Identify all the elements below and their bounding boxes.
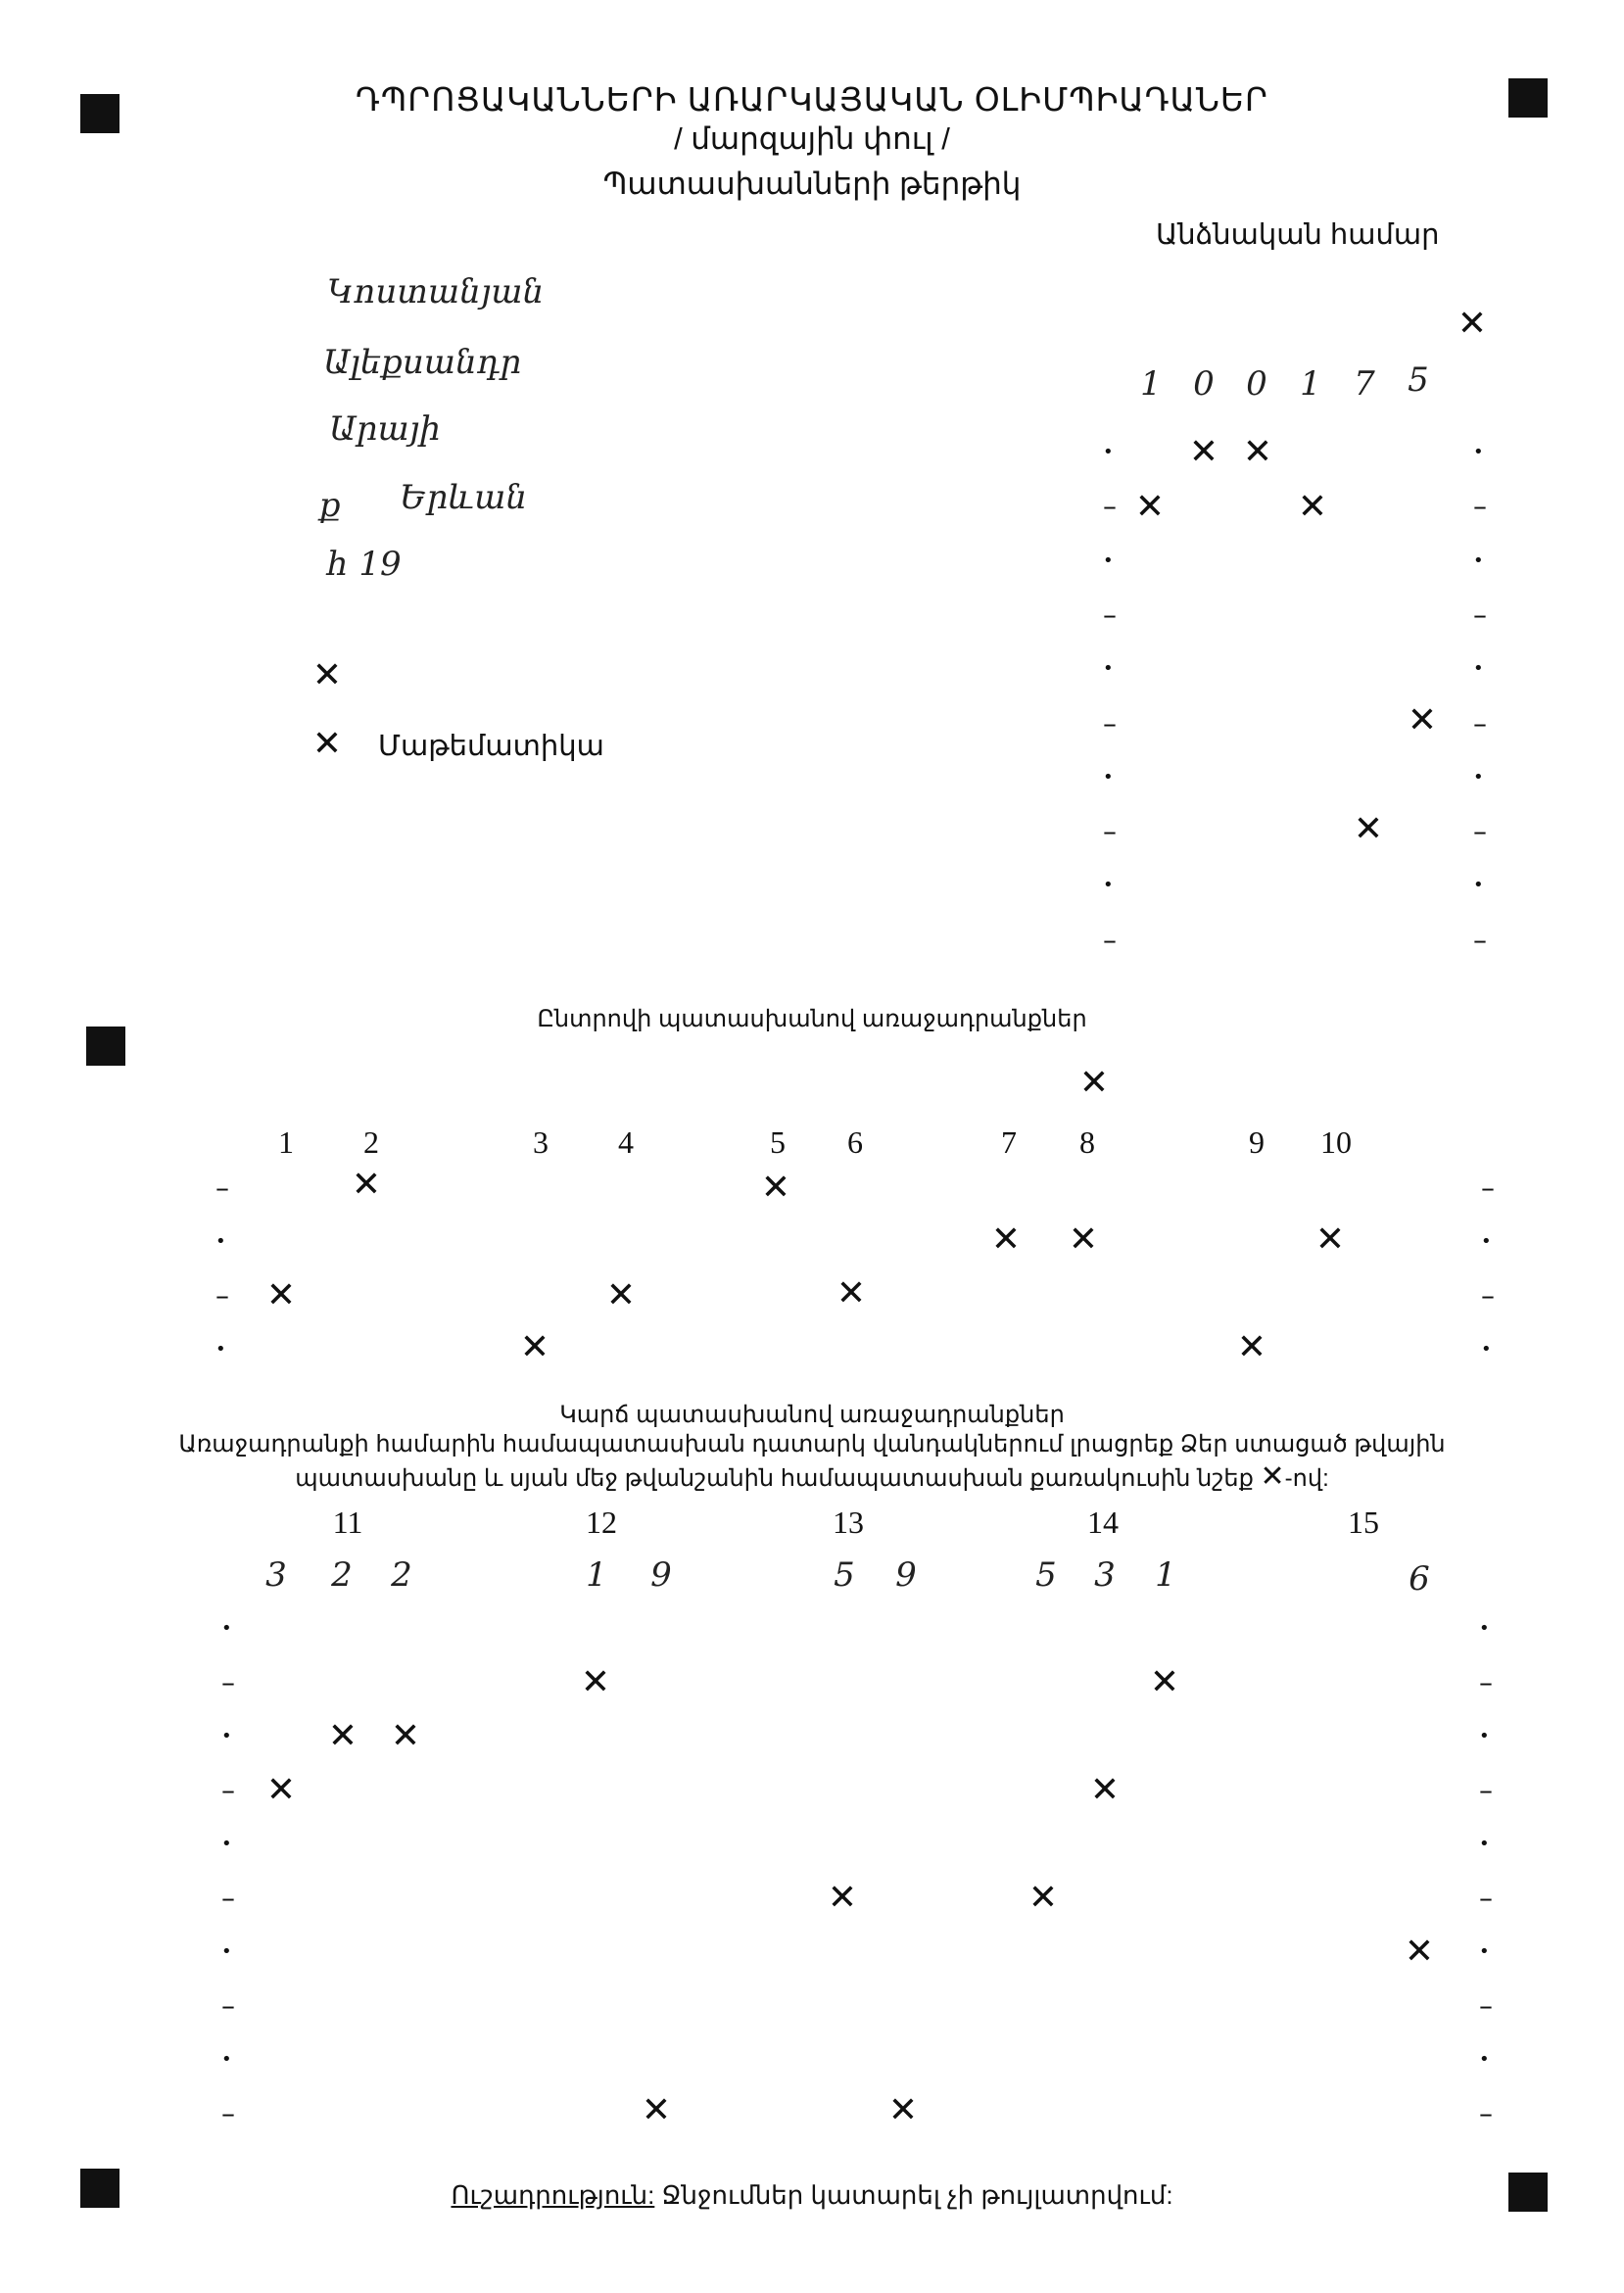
grid-dash-tick: –	[1479, 1989, 1493, 2022]
grid-dot-tick: •	[215, 1231, 226, 1252]
sa-answer-mark: ✕	[641, 2090, 672, 2130]
sa-answer-digit: 2	[391, 1555, 412, 1595]
mc-number: 6	[847, 1124, 863, 1160]
id-digit-4: 1	[1300, 364, 1321, 404]
id-mark: ✕	[1242, 432, 1273, 472]
id-mark: ✕	[1407, 700, 1438, 740]
grid-dot-tick: •	[1481, 1339, 1492, 1360]
sa-answer-digit: 1	[1155, 1555, 1176, 1595]
grid-dash-tick: –	[1479, 1882, 1493, 1914]
sa-answer-mark: ✕	[580, 1662, 611, 1702]
mc-extra-mark: ✕	[1078, 1063, 1110, 1103]
checkbox-mark-blank: ✕	[311, 655, 343, 695]
sa-answer-mark: ✕	[1404, 1932, 1435, 1972]
grid-dash-tick: –	[221, 1989, 235, 2022]
grid-dot-tick: •	[221, 1726, 232, 1746]
page-subtitle: / մարզային փուլ /	[674, 121, 950, 156]
grid-dot-tick: •	[1103, 875, 1114, 896]
mc-number: 9	[1249, 1124, 1265, 1160]
grid-dot-tick: •	[1473, 766, 1484, 788]
sa-answer-mark: ✕	[1027, 1878, 1059, 1918]
id-mark: ✕	[1353, 809, 1384, 849]
sa-answer-digit: 2	[331, 1555, 353, 1595]
grid-dot-tick: •	[221, 2049, 232, 2070]
mc-number: 4	[618, 1124, 634, 1160]
sa-instruction-line2	[0, 1459, 1624, 1494]
grid-dash-tick: –	[221, 1882, 235, 1914]
patronymic-handwritten: Արայի	[329, 409, 441, 449]
sa-number: 14	[1087, 1505, 1119, 1540]
grid-dot-tick: •	[1481, 1231, 1492, 1252]
sa-answer-mark: ✕	[327, 1716, 358, 1756]
mc-number: 10	[1320, 1124, 1352, 1160]
grid-dot-tick: •	[1473, 658, 1484, 680]
grid-dot-tick: •	[1103, 658, 1114, 680]
id-digit-6: 5	[1408, 360, 1429, 400]
personal-id-label: Անձնական համար	[1156, 219, 1440, 251]
sa-answer-digit: 3	[1094, 1555, 1116, 1595]
footer-note-label: Ուշադրություն:	[451, 2180, 655, 2210]
sa-number: 15	[1348, 1505, 1379, 1540]
grid-dash-tick: –	[1481, 1171, 1495, 1204]
mc-answer-mark: ✕	[1236, 1327, 1267, 1367]
mc-answer-mark: ✕	[1068, 1219, 1099, 1260]
grid-dash-tick: –	[1473, 490, 1487, 523]
grid-dash-tick: –	[1479, 1666, 1493, 1698]
grid-dash-tick: –	[1473, 597, 1487, 631]
grid-dot-tick: •	[1473, 442, 1484, 462]
grid-dot-tick: •	[1103, 549, 1114, 571]
mc-answer-mark: ✕	[990, 1219, 1022, 1260]
id-mark: ✕	[1188, 432, 1219, 472]
id-corner-mark: ✕	[1457, 304, 1488, 344]
grid-dash-tick: –	[1473, 815, 1487, 848]
id-mark: ✕	[1134, 487, 1166, 527]
grid-dot-tick: •	[1103, 442, 1114, 462]
sa-number: 11	[332, 1505, 363, 1540]
sa-answer-digit: 1	[586, 1555, 607, 1595]
grid-dash-tick: –	[1103, 490, 1117, 523]
sa-section-title: Կարճ պատասխանով առաջադրանքներ	[559, 1402, 1065, 1428]
sa-answer-mark: ✕	[1089, 1770, 1121, 1810]
id-mark: ✕	[1297, 487, 1328, 527]
city-handwritten: Երևան	[400, 478, 527, 517]
sa-instruction-suffix: -ով:	[1284, 1465, 1329, 1492]
grid-dot-tick: •	[1479, 1834, 1490, 1854]
grid-dash-tick: –	[215, 1279, 229, 1312]
sa-answer-digit: 3	[265, 1555, 287, 1595]
sa-instruction-text: պատասխանը և սյան մեջ թվանշանին համապատասխան քառակուսին նշեք	[295, 1465, 1254, 1492]
sa-answer-mark: ✕	[390, 1716, 421, 1756]
subject-label: Մաթեմատիկա	[378, 731, 604, 762]
sa-answer-mark: ✕	[1149, 1662, 1180, 1702]
mc-number: 8	[1079, 1124, 1095, 1160]
id-digit-1: 1	[1140, 364, 1162, 404]
mc-answer-mark: ✕	[1314, 1219, 1346, 1260]
grid-dot-tick: •	[1103, 766, 1114, 788]
grid-dash-tick: –	[1103, 706, 1117, 740]
mc-number: 1	[278, 1124, 294, 1160]
mc-answer-mark: ✕	[351, 1165, 382, 1205]
grid-dot-tick: •	[1473, 549, 1484, 571]
sa-answer-mark: ✕	[265, 1770, 297, 1810]
id-digit-3: 0	[1246, 364, 1267, 404]
mc-answer-mark: ✕	[760, 1168, 791, 1208]
page-title: ԴՊՐՈՑԱԿԱՆՆԵՐԻ ԱՌԱՐԿԱՅԱԿԱՆ ՕԼԻՄՊԻԱԴԱՆԵՐ	[356, 81, 1268, 118]
sa-answer-mark: ✕	[887, 2090, 919, 2130]
mc-number: 2	[363, 1124, 379, 1160]
grid-dash-tick: –	[1473, 923, 1487, 956]
sa-answer-digit: 5	[1035, 1555, 1057, 1595]
sa-number: 13	[833, 1505, 864, 1540]
sa-answer-digit: 9	[895, 1555, 917, 1595]
id-digit-2: 0	[1193, 364, 1215, 404]
grid-dash-tick: –	[1479, 1774, 1493, 1806]
mc-number: 7	[1001, 1124, 1017, 1160]
surname-handwritten: Կոստանյան	[327, 272, 545, 311]
grid-dot-tick: •	[1479, 2049, 1490, 2070]
mc-number: 3	[533, 1124, 549, 1160]
grid-dash-tick: –	[1481, 1279, 1495, 1312]
mc-answer-mark: ✕	[836, 1273, 867, 1314]
grid-dash-tick: –	[1103, 597, 1117, 631]
checkbox-mark-subject: ✕	[311, 724, 343, 764]
grid-dash-tick: –	[1103, 815, 1117, 848]
grid-dot-tick: •	[221, 1618, 232, 1639]
grid-dot-tick: •	[1479, 1726, 1490, 1746]
sa-answer-digit: 5	[834, 1555, 855, 1595]
sa-answer-mark: ✕	[827, 1878, 858, 1918]
sa-instruction-line1: Առաջադրանքի համարին համապատասխան դատարկ վանդակներում լրացրեք Ձեր ստացած թվային	[178, 1431, 1446, 1457]
mc-number: 5	[770, 1124, 786, 1160]
school-handwritten: հ 19	[327, 545, 402, 584]
grid-dash-tick: –	[215, 1171, 229, 1204]
grid-dot-tick: •	[1479, 1618, 1490, 1639]
footer-note	[0, 2180, 1624, 2211]
grid-dot-tick: •	[1473, 875, 1484, 896]
city-prefix-handwritten: ք	[319, 486, 341, 525]
mc-answer-mark: ✕	[519, 1327, 550, 1367]
sa-number: 12	[586, 1505, 617, 1540]
id-digit-5: 7	[1354, 364, 1375, 404]
grid-dash-tick: –	[1473, 706, 1487, 740]
grid-dot-tick: •	[221, 1834, 232, 1854]
grid-dash-tick: –	[1103, 923, 1117, 956]
grid-dot-tick: •	[221, 1941, 232, 1962]
mc-answer-mark: ✕	[265, 1275, 297, 1315]
grid-dash-tick: –	[1479, 2097, 1493, 2129]
grid-dot-tick: •	[215, 1339, 226, 1360]
mc-answer-mark: ✕	[605, 1275, 637, 1315]
x-mark-symbol-icon: ✕	[1260, 1459, 1285, 1494]
grid-dash-tick: –	[221, 1774, 235, 1806]
mc-section-title: Ընտրովի պատասխանով առաջադրանքներ	[537, 1006, 1087, 1032]
sa-answer-digit: 6	[1409, 1559, 1430, 1599]
grid-dash-tick: –	[221, 2097, 235, 2129]
first-name-handwritten: Ալեքսանդր	[323, 343, 522, 382]
grid-dot-tick: •	[1479, 1941, 1490, 1962]
footer-note-text: Ջնջումներ կատարել չի թույլատրվում:	[661, 2180, 1173, 2210]
sa-answer-digit: 9	[650, 1555, 672, 1595]
sheet-name: Պատասխանների թերթիկ	[602, 167, 1022, 201]
grid-dash-tick: –	[221, 1666, 235, 1698]
